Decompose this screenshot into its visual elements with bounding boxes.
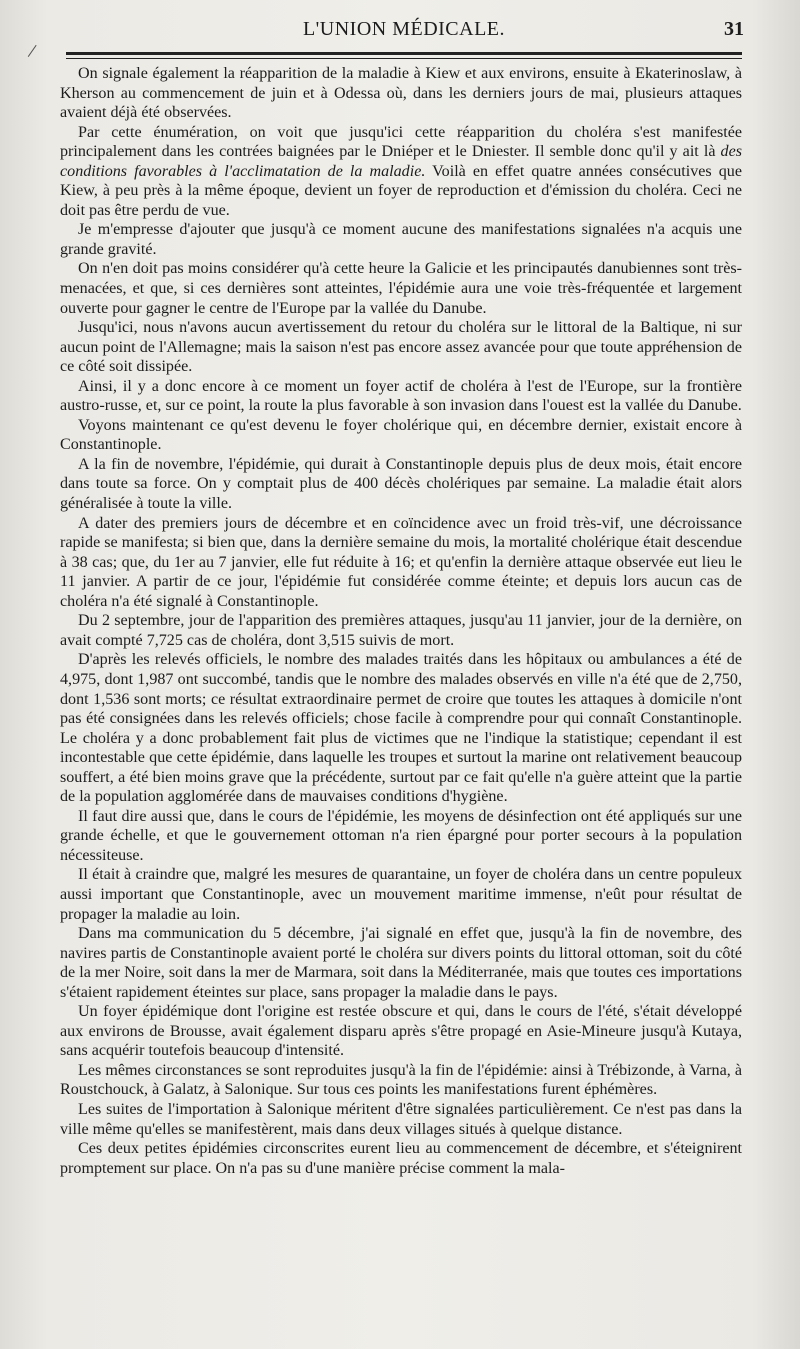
paragraph: Ces deux petites épidémies circonscrites eurent lieu au commencement de décembre, et s'éteignirent promptement sur place. On n'a pas su d'une manière précise comment la mala- xyxy=(60,1140,742,1177)
paragraph: On signale également la réapparition de la maladie à Kiew et aux environs, ensuite à Ekaterinoslaw, à Kherson au commencement de juin et à Odessa où, dans les derniers jours de mai, plusieurs attaques avaient déjà été observées. xyxy=(60,65,742,122)
paragraph: Ainsi, il y a donc encore à ce moment un foyer actif de choléra à l'est de l'Europe, sur la frontière austro-russe, et, sur ce point, la route la plus favorable à son invasion dans l'ouest est la vallée du Danube. xyxy=(60,377,742,415)
paragraph: Voyons maintenant ce qu'est devenu le foyer cholérique qui, en décembre dernier, existait encore à Constantinople. xyxy=(60,416,742,454)
paragraph: Il était à craindre que, malgré les mesures de quarantaine, un foyer de choléra dans un centre populeux aussi important que Constantinople, avec un mouvement maritime immense, n'eût pour résultat de propager la maladie au loin. xyxy=(60,866,742,923)
paragraph: A dater des premiers jours de décembre et en coïncidence avec un froid très-vif, une décroissance rapide se manifesta; si bien que, dans la dernière semaine du mois, la mortalité cholérique était descendue à 38 cas; que, du 1er au 7 janvier, elle fut réduite à 16; et qu'enfin la dernière attaque observée eut lieu le 11 janvier. A partir de ce jour, l'épidémie fut considérée comme éteinte; et depuis lors aucun cas de choléra n'a été signalé à Constantinople. xyxy=(60,514,742,610)
page-header xyxy=(60,14,748,46)
running-title: L'UNION MÉDICALE. xyxy=(302,18,506,40)
paragraph: D'après les relevés officiels, le nombre des malades traités dans les hôpitaux ou ambulances a été de 4,975, dont 1,987 ont succombé, tandis que le nombre des malades observés en ville n'a été que de 2,750, dont 1,536 sont morts; ce résultat extraordinaire permet de croire que toutes les attaques à domicile n'ont pas été consignées dans les relevés officiels; chose facile à comprendre pour qui connaît Constantinople. Le choléra y a donc probablement fait plus de victimes que ne l'indique la statistique; cependant il est incontestable que cette épidémie, dans laquelle les troupes et surtout la marine ont relativement beaucoup souffert, a été bien moins grave que la précédente, surtout par ce fait qu'elle n'a guère atteint que la partie de la population agglomérée dans de mauvaises conditions d'hygiène. xyxy=(60,651,742,806)
paragraph-text: Par cette énumération, on voit que jusqu'ici cette réapparition du choléra s'est manifestée principalement dans les contrées baignées par le Dniéper et le Dniester. Il semble donc qu'il y ait là xyxy=(60,123,742,161)
paragraph: Les suites de l'importation à Salonique méritent d'être signalées particulièrement. Ce n'est pas dans la ville même qu'elles se manifestèrent, mais dans deux villages situés à quelque distance. xyxy=(60,1100,742,1138)
article-body xyxy=(60,64,742,1178)
paragraph: Dans ma communication du 5 décembre, j'ai signalé en effet que, jusqu'à la fin de novembre, des navires partis de Constantinople avaient porté le choléra sur divers points du littoral ottoman, soit du côté de la mer Noire, soit dans la mer de Marmara, soit dans la Méditerranée, mais que toutes ces importations s'étaient rapidement éteintes sur place, sans propager la maladie dans le pays. xyxy=(60,925,742,1001)
italic-phrase: des conditions favorables à l'acclimatation de la maladie. xyxy=(60,143,742,180)
paragraph: Je m'empresse d'ajouter que jusqu'à ce moment aucune des manifestations signalées n'a acquis une grande gravité. xyxy=(60,221,742,258)
paragraph: Les mêmes circonstances se sont reproduites jusqu'à la fin de l'épidémie: ainsi à Trébizonde, à Varna, à Roustchouck, à Galatz, à Salonique. Sur tous ces points les manifestations furent éphémères. xyxy=(60,1061,742,1099)
paragraph: Un foyer épidémique dont l'origine est restée obscure et qui, dans le cours de l'été, s'était développé aux environs de Brousse, avait également disparu après s'être propagé en Asie-Mineure jusqu'à Kutaya, sans acquérir toutefois beaucoup d'intensité. xyxy=(60,1003,742,1060)
paragraph: Du 2 septembre, jour de l'apparition des premières attaques, jusqu'au 11 janvier, jour de la dernière, on avait compté 7,725 cas de choléra, dont 3,515 suivis de mort. xyxy=(60,612,742,649)
page-number: 31 xyxy=(724,18,744,40)
header-rule xyxy=(66,52,742,59)
paragraph xyxy=(60,123,742,221)
paragraph: Jusqu'ici, nous n'avons aucun avertissement du retour du choléra sur le littoral de la Baltique, ni sur aucun point de l'Allemagne; mais la saison n'est pas encore assez avancée pour que toute appréhension de ce côté soit dissipée. xyxy=(60,319,742,376)
paragraph-text: Voilà en effet quatre années consécutives que Kiew, à peu près à la même époque, devient un foyer de reproduction et d'émission du choléra. Ceci ne doit pas être perdu de vue. xyxy=(60,162,742,219)
paragraph: A la fin de novembre, l'épidémie, qui durait à Constantinople depuis plus de deux mois, était encore dans toute sa force. On y comptait plus de 400 décès cholériques par semaine. La maladie était alors généralisée à toute la ville. xyxy=(60,455,742,513)
paragraph: Il faut dire aussi que, dans le cours de l'épidémie, les moyens de désinfection ont été appliqués sur une grande échelle, et que le gouvernement ottoman n'a rien épargné pour porter secours à la population nécessiteuse. xyxy=(60,807,742,864)
margin-pencil-mark xyxy=(28,45,38,58)
paragraph: On n'en doit pas moins considérer qu'à cette heure la Galicie et les principautés danubiennes sont très-menacées, et que, si ces dernières sont atteintes, l'épidémie aura une voie très-fréquentée et largement ouverte pour gagner le centre de l'Europe par la vallée du Danube. xyxy=(60,260,742,317)
